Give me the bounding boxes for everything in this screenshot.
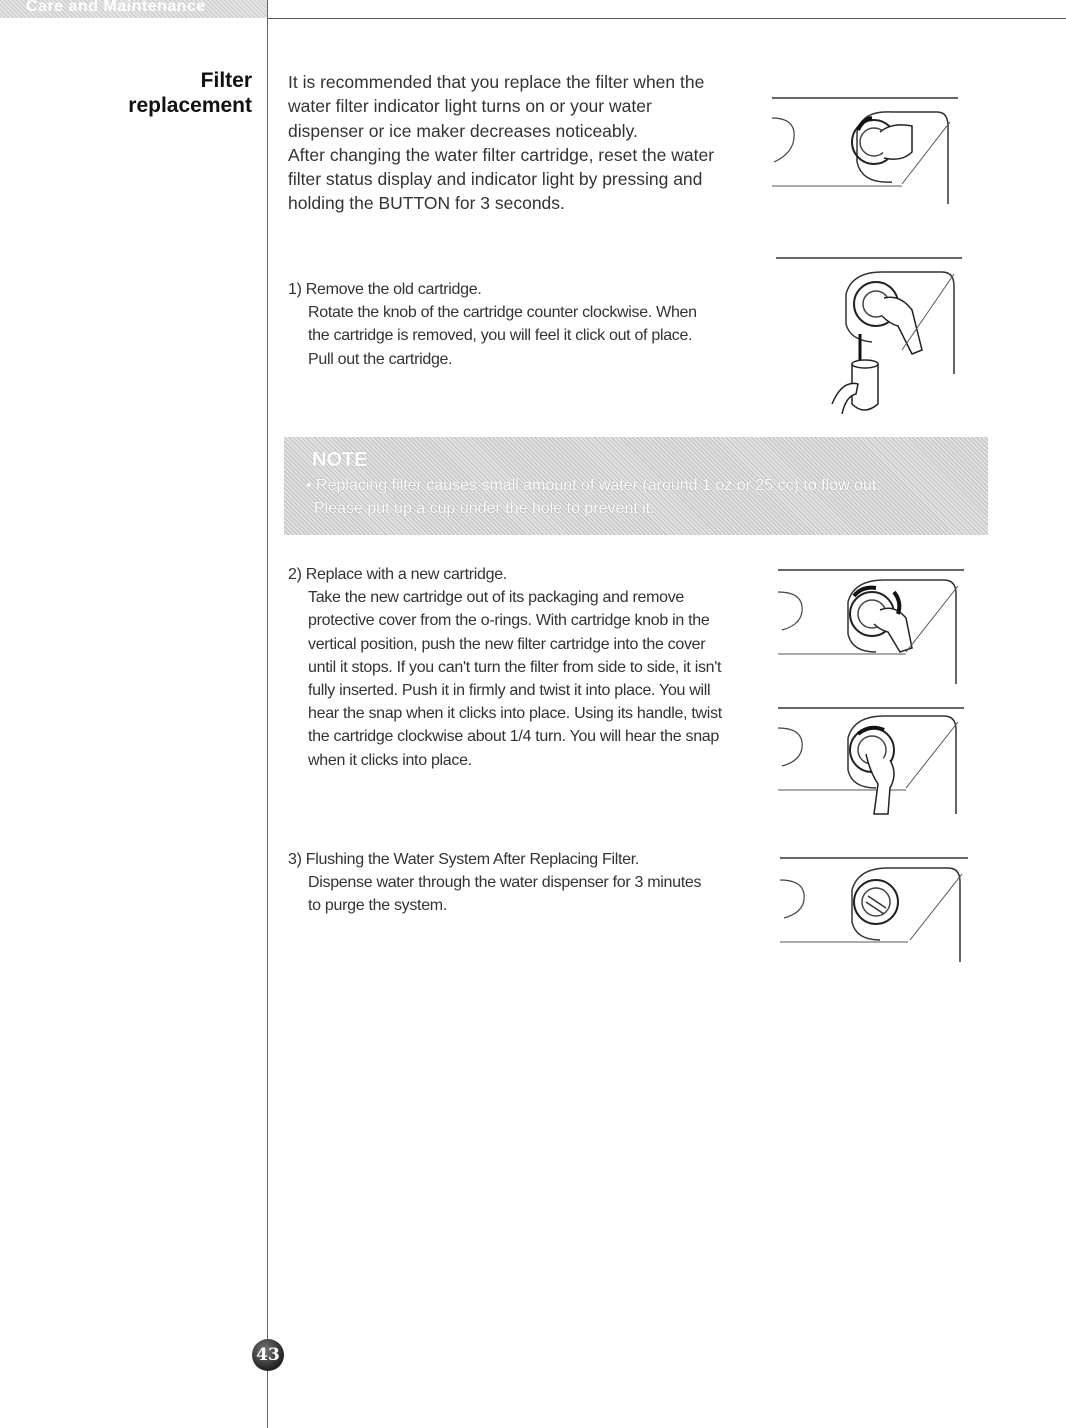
figure-installed-cartridge <box>768 854 970 964</box>
note-box <box>284 437 988 535</box>
inserting-cartridge-icon <box>766 566 966 686</box>
page-title <box>128 68 252 118</box>
step-3-heading: 3) Flushing the Water System After Replacing Filter. <box>288 851 640 868</box>
figure-insert-cartridge <box>766 566 966 686</box>
title-line-1: Filter <box>200 69 252 92</box>
pulling-cartridge-icon <box>772 254 962 424</box>
section-header-tab <box>0 0 268 18</box>
header-rule <box>268 18 1066 19</box>
note-line-1: • Replacing filter causes small amount of water (around 1 oz or 25 cc) to flow out. <box>306 477 881 494</box>
step-3-body: Dispense water through the water dispenser for 3 minutes to purge the system. <box>308 874 702 915</box>
installed-cartridge-icon <box>768 854 970 964</box>
step-3 <box>288 848 708 918</box>
step-2 <box>288 563 728 772</box>
intro-paragraph-1: It is recommended that you replace the filter when the water filter indicator light turns on or your water dispenser or ice maker decreases noticeably. <box>288 72 705 141</box>
step-2-body: Take the new cartridge out of its packaging and remove protective cover from the o-rings. With cartridge knob in the vertical position, push the new filter cartridge into the cover until it stops. If you can't turn the filter from side to side, it isn't fully inserted. Push it in firmly and twist it into place. You will hear the snap when it clicks into place. Using its handle, twist the cartridge clockwise about 1/4 turn. You will hear the snap when it clicks into place. <box>308 589 722 769</box>
twisting-cartridge-icon <box>766 704 966 816</box>
hand-turning-knob-icon <box>762 92 958 204</box>
page-number: 43 <box>256 1345 280 1365</box>
step-2-heading: 2) Replace with a new cartridge. <box>288 566 507 583</box>
figure-twist-cartridge <box>766 704 966 816</box>
section-header-label: Care and Maintenance <box>26 0 206 15</box>
title-line-2: replacement <box>128 94 252 117</box>
page-number-badge <box>252 1339 284 1371</box>
margin-rule <box>267 0 268 1428</box>
intro-text <box>288 70 728 216</box>
step-1-body: Rotate the knob of the cartridge counter clockwise. When the cartridge is removed, you will feel it click out of place. Pull out the cartridge. <box>308 304 697 368</box>
step-1-heading: 1) Remove the old cartridge. <box>288 281 482 298</box>
figure-reset-button <box>762 92 958 204</box>
figure-remove-cartridge <box>772 254 962 424</box>
step-1 <box>288 278 708 371</box>
intro-paragraph-2: After changing the water filter cartridge, reset the water filter status display and indicator light by pressing and holding the BUTTON for 3 seconds. <box>288 144 715 214</box>
note-title: NOTE <box>312 449 368 471</box>
note-line-2: Please put up a cup under the hole to prevent it. <box>314 500 655 517</box>
